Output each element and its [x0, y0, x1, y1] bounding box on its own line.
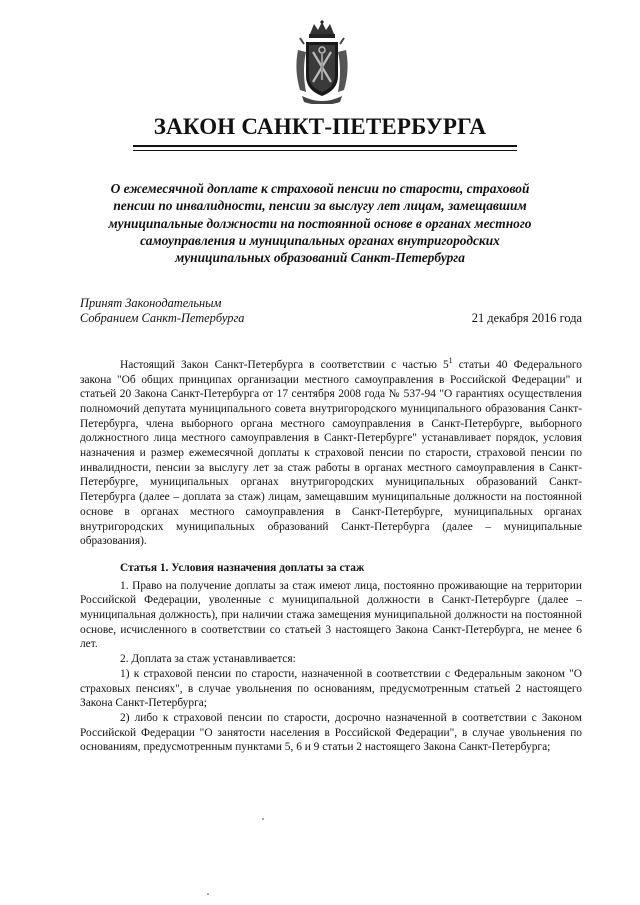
subtitle-line: пенсии по инвалидности, пенсии за выслугу лет лицам, замещавшим	[113, 198, 527, 214]
title-underline-thin	[133, 150, 517, 151]
adoption-line-1: Принят Законодательным	[80, 296, 222, 310]
subtitle-line: муниципальные должности на постоянной основе в органах местного	[108, 215, 532, 231]
adoption-date: 21 декабря 2016 года	[471, 311, 582, 325]
article-1-paragraph: 1. Право на получение доплаты за стаж имеют лица, постоянно проживающие на территории Российской Федерации, уволенные с муниципальной должности в Санкт-Петербурге (далее – муниципальная должность), при наличии стажа замещения муниципальной должности на постоянной основе, исчисленного в соответствии со статьей 3 настоящего Закона Санкт-Петербурга, не менее 6 лет.	[80, 579, 582, 651]
preamble-text-start: Настоящий Закон Санкт-Петербурга в соответствии с частью 5	[120, 358, 449, 371]
superscript-index: 1	[448, 356, 453, 365]
scan-speck	[262, 818, 264, 820]
subtitle-line: муниципальных образований Санкт-Петербурга	[175, 250, 465, 266]
article-1-paragraph: 1) к страховой пенсии по старости, назначенной в соответствии с Федеральным законом "О страховых пенсиях", в случае увольнения по основаниям, предусмотренным статьей 2 настоящего Закона Санкт-Петербурга;	[80, 667, 582, 710]
article-1-heading: Статья 1. Условия назначения доплаты за стаж	[120, 561, 365, 574]
adoption-line-2: Собранием Санкт-Петербурга	[80, 311, 245, 325]
adoption-note	[80, 296, 245, 326]
law-title: ЗАКОН САНКТ-ПЕТЕРБУРГА	[153, 114, 487, 139]
article-1-paragraph: 2. Доплата за стаж устанавливается:	[120, 653, 296, 666]
law-body	[80, 354, 582, 755]
title-underline-thick	[133, 145, 517, 147]
law-subtitle	[90, 180, 550, 266]
subtitle-line: О ежемесячной доплате к страховой пенсии по старости, страховой	[110, 181, 530, 196]
preamble-text-rest: статьи 40 Федерального закона "Об общих принципах организации местного самоуправления в Российской Федерации" и статьей 20 Закона Санкт-Петербурга от 17 сентября 2008 года № 537-94 "О гарантиях осуществления полномочий депутата муниципального совета внутригородского муниципального образования Санкт-Петербурга, члена выборного органа местного самоуправления в Санкт-Петербурге, выборного должностного лица местного самоуправления в Санкт-Петербурге" устанавливает порядок, условия назначения и размер ежемесячной доплаты к страховой пенсии по старости, страховой пенсии по инвалидности, пенсии за выслугу лет за стаж работы в органах местного самоуправления в Санкт-Петербурге, муниципальных органах внутригородских муниципальных образований Санкт-Петербурга (далее – доплата за стаж) лицам, замещавшим муниципальные должности на постоянной основе в органах местного самоуправления в Санкт-Петербурге, муниципальных органах внутригородских муниципальных образований Санкт-Петербурга (далее – муниципальные образования).	[80, 358, 582, 548]
preamble-paragraph	[80, 354, 582, 549]
article-1-paragraph: 2) либо к страховой пенсии по старости, досрочно назначенной в соответствии с Законом Российской Федерации "О занятости населения в Российской Федерации", в случае увольнения по основаниям, предусмотренным пунктами 5, 6 и 9 статьи 2 настоящего Закона Санкт-Петербурга;	[80, 711, 582, 754]
coat-of-arms-icon	[292, 20, 352, 104]
scan-speck	[207, 893, 209, 895]
subtitle-line: самоуправления и муниципальных органах внутригородских	[140, 232, 500, 248]
